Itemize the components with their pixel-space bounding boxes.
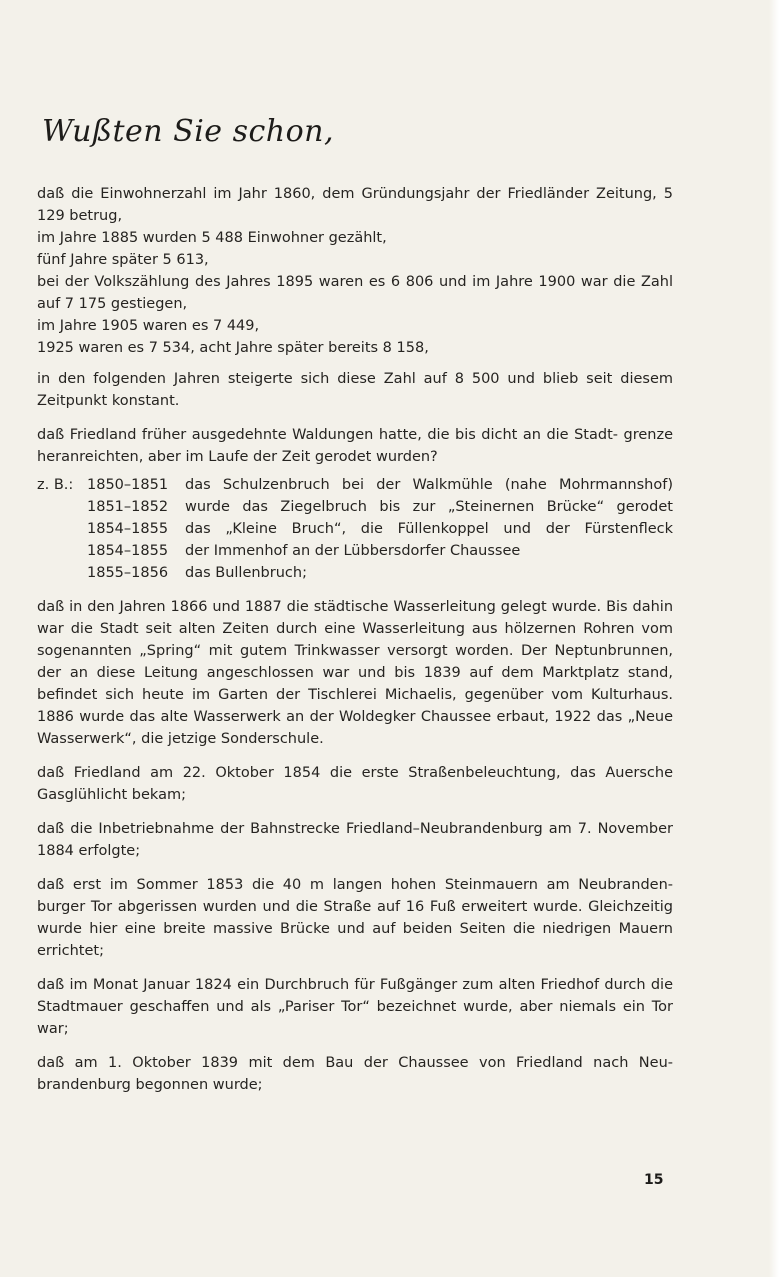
text-line: 1925 waren es 7 534, acht Jahre später bereits 8 158,	[37, 340, 429, 356]
table-text: wurde das Ziegelbruch bis zur „Steinernen Brücke“ gerodet	[185, 499, 673, 515]
paragraph	[37, 424, 673, 468]
table-row	[37, 562, 673, 584]
paragraph	[37, 227, 673, 249]
paragraph	[37, 368, 673, 412]
paragraph	[37, 974, 673, 1040]
paragraph	[37, 271, 673, 315]
text-line: dem Marktplatz stand, befindet sich heute im Garten der Tischlerei Michaelis,	[37, 665, 674, 703]
text-line: Zeitpunkt konstant.	[37, 393, 180, 409]
page-edge	[769, 0, 779, 1277]
table-row	[37, 496, 673, 518]
text-line: fünf Jahre später 5 613,	[37, 252, 209, 268]
history-section	[37, 596, 673, 1096]
paragraph	[37, 818, 673, 862]
paragraph	[37, 183, 673, 227]
text-line: daß die Einwohnerzahl im Jahr 1860, dem Gründungsjahr der Friedländer	[37, 186, 590, 202]
text-line: daß Friedland am 22. Oktober 1854 die erste Straßenbeleuchtung, das Auersche	[37, 765, 673, 781]
deforestation-table	[37, 474, 673, 584]
text-line: niemals ein Tor war;	[37, 999, 674, 1037]
text-line: brandenburg begonnen wurde;	[37, 1077, 263, 1093]
table-prefix: z. B.:	[37, 477, 74, 493]
text-line: daß erst im Sommer 1853 die 40 m langen hohen Steinmauern am Neubranden-	[37, 877, 673, 893]
text-line: Der Neptunbrunnen, der an diese Leitung angeschlossen war und bis 1839 auf	[37, 643, 674, 681]
population-section	[37, 183, 673, 468]
paragraph	[37, 249, 673, 271]
table-years: 1855–1856	[87, 565, 169, 581]
table-text: das Bullenbruch;	[185, 565, 307, 581]
text-line: 7. November 1884 erfolgte;	[37, 821, 673, 859]
paragraph	[37, 874, 673, 962]
page-heading: Wußten Sie schon,	[42, 114, 335, 149]
text-line: Zeitung, 5 129 betrug,	[37, 186, 673, 224]
table-text: das Schulzenbruch bei der Walkmühle (nahe Mohrmannshof)	[185, 477, 673, 493]
table-years: 1850–1851	[87, 477, 169, 493]
text-line: durch die Stadtmauer geschaffen und als „Pariser Tor“ bezeichnet wurde, aber	[37, 977, 673, 1015]
text-line: Chaussee erbaut, 1922 das „Neue Wasserwerk“, die jetzige Sonderschule.	[37, 709, 674, 747]
text-line: Gasglühlicht bekam;	[37, 787, 186, 803]
paragraph	[37, 337, 673, 359]
body-text	[37, 183, 673, 1096]
text-line: burger Tor abgerissen wurden und die Straße auf 16 Fuß erweitert wurde.	[37, 899, 583, 915]
text-line: daß die Inbetriebnahme der Bahnstrecke Friedland–Neubrandenburg am	[37, 821, 572, 837]
text-line: im Jahre 1905 waren es 7 449,	[37, 318, 260, 334]
text-line: Bis dahin war die Stadt seit alten Zeiten durch eine Wasserleitung aus hölzernen	[37, 599, 674, 637]
text-line: in den folgenden Jahren steigerte sich diese Zahl auf 8 500 und blieb seit diesem	[37, 371, 673, 387]
table-years: 1851–1852	[87, 499, 169, 515]
table-row	[37, 518, 673, 540]
table-row	[37, 474, 673, 496]
paragraph	[37, 1052, 673, 1096]
table-text: das „Kleine Bruch“, die Füllenkoppel und der Fürstenfleck	[185, 521, 673, 537]
paragraph	[37, 315, 673, 337]
text-line: niedrigen Mauern errichtet;	[37, 921, 673, 959]
paragraph	[37, 596, 673, 750]
text-line: daß in den Jahren 1866 und 1887 die städtische Wasserleitung gelegt wurde.	[37, 599, 602, 615]
text-line: daß am 1. Oktober 1839 mit dem Bau der Chaussee von Friedland nach Neu-	[37, 1055, 673, 1071]
text-line: daß im Monat Januar 1824 ein Durchbruch für Fußgänger zum alten Friedhof	[37, 977, 600, 993]
table-years: 1854–1855	[87, 543, 169, 559]
table-text: der Immenhof an der Lübbersdorfer Chaussee	[185, 543, 521, 559]
paragraph	[37, 762, 673, 806]
text-line: Gleichzeitig wurde hier eine breite massive Brücke und auf beiden Seiten die	[37, 899, 674, 937]
text-line: war die Zahl auf 7 175 gestiegen,	[37, 274, 673, 312]
table-row	[37, 540, 673, 562]
page-number: 15	[644, 1172, 664, 1188]
text-line: daß Friedland früher ausgedehnte Waldungen hatte, die bis dicht an die Stadt-	[37, 427, 618, 443]
text-line: grenze heranreichten, aber im Laufe der Zeit gerodet wurden?	[37, 427, 674, 465]
text-line: bei der Volkszählung des Jahres 1895 waren es 6 806 und im Jahre 1900	[37, 274, 576, 290]
table-years: 1854–1855	[87, 521, 169, 537]
text-line: gegenüber vom Kulturhaus. 1886 wurde das alte Wasserwerk an der Woldegker	[37, 687, 673, 725]
text-line: Rohren vom sogenannten „Spring“ mit gutem Trinkwasser versorgt worden.	[37, 621, 674, 659]
text-line: im Jahre 1885 wurden 5 488 Einwohner gezählt,	[37, 230, 387, 246]
